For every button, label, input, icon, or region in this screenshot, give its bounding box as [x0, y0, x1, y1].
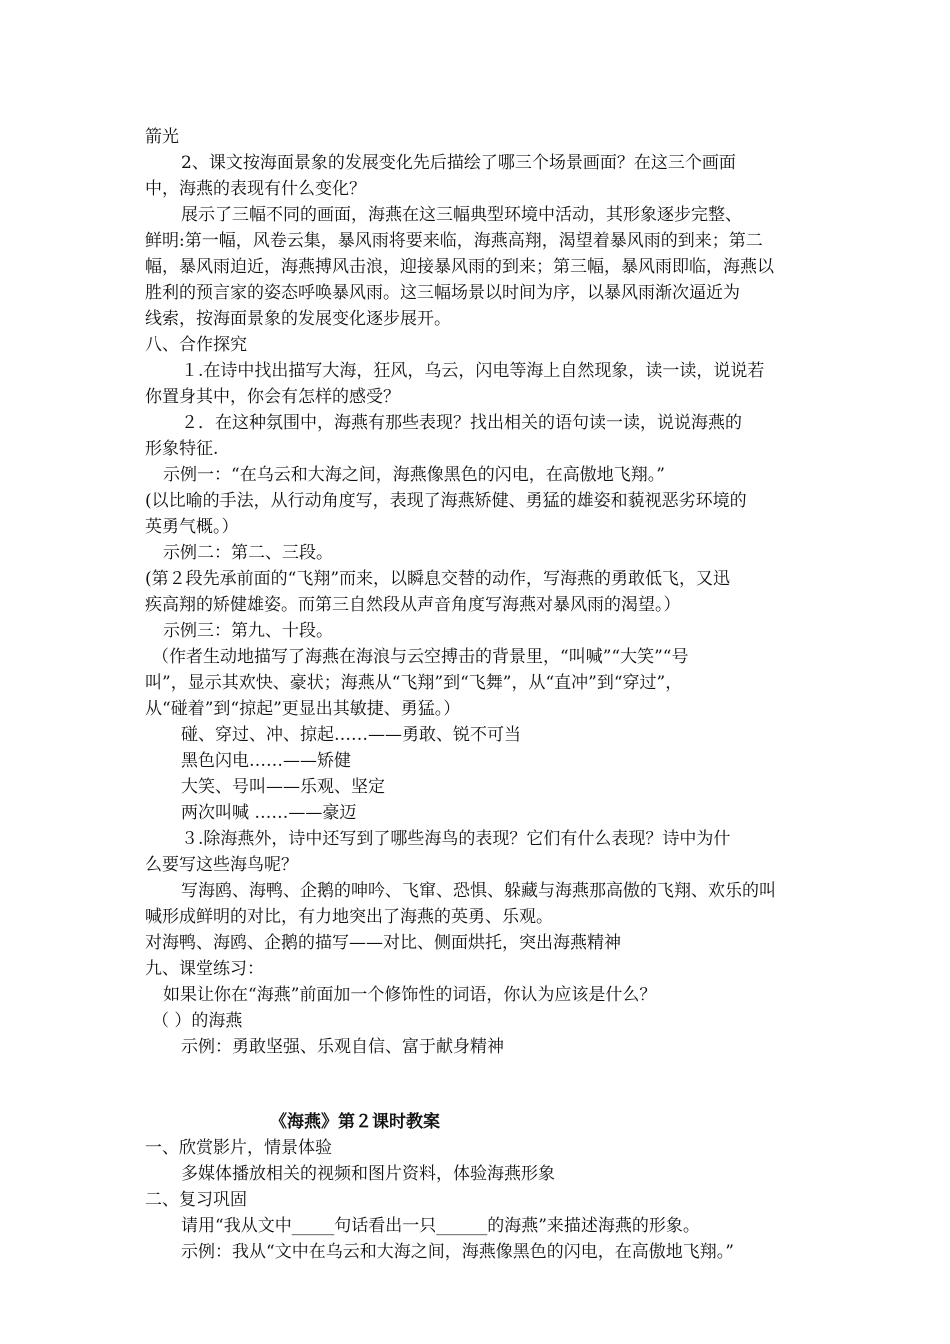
explanation-line: (第２段先承前面的“飞翔”而来，以瞬息交替的动作，写海燕的勇敢低飞，又迅	[145, 569, 731, 589]
question-line: ２．在这种氛围中，海燕有那些表现？找出相关的语句读一读，说说海燕的	[181, 413, 742, 433]
question-line: 2、课文按海面景象的发展变化先后描绘了哪三个场景画面？在这三个画面	[181, 153, 736, 173]
explanation-line: (以比喻的手法，从行动角度写，表现了海燕矫健、勇猛的雄姿和藐视恶劣环境的	[145, 491, 747, 511]
explanation-line: 疾高翔的矫健雄姿。而第三自然段从声音角度写海燕对暴风雨的渴望。）	[145, 595, 681, 615]
explanation-line: 叫”，显示其欢快、豪状；海燕从“飞翔”到“飞舞”，从“直冲”到“穿过”，	[145, 673, 683, 693]
question-line: 中，海燕的表现有什么变化？	[145, 179, 366, 199]
example-line: 示例三：第九、十段。	[163, 621, 333, 641]
summary-line: 两次叫喊 ……——豪迈	[181, 803, 357, 823]
explanation-line: 英勇气概。）	[145, 517, 239, 537]
lesson-title: 《海燕》第２课时教案	[270, 1112, 440, 1132]
exercise-blank-line: （ ）的海燕	[152, 1011, 243, 1031]
text-line: 请用“我从文中_____句话看出一只______的海燕”来描述海燕的形象。	[181, 1216, 700, 1236]
section-heading: 一、欣赏影片，情景体验	[145, 1138, 332, 1158]
example-line: 示例：勇敢坚强、乐观自信、富于献身精神	[181, 1037, 504, 1057]
text-line: 多媒体播放相关的视频和图片资料，体验海燕形象	[181, 1164, 555, 1184]
answer-line: 线索，按海面景象的发展变化逐步展开。	[145, 309, 451, 329]
exercise-line: 如果让你在“海燕”前面加一个修饰性的词语，你认为应该是什么？	[163, 985, 657, 1005]
answer-line: 幅，暴风雨迫近，海燕搏风击浪，迎接暴风雨的到来；第三幅，暴风雨即临，海燕以	[145, 257, 774, 277]
text-line: 箭光	[145, 127, 179, 147]
answer-line: 展示了三幅不同的画面，海燕在这三幅典型环境中活动，其形象逐步完整、	[181, 205, 742, 225]
example-line: 示例二：第二、三段。	[163, 543, 333, 563]
example-line: 示例一：“在乌云和大海之间，海燕像黑色的闪电，在高傲地飞翔。”	[163, 465, 665, 485]
question-line: １.在诗中找出描写大海，狂风，乌云，闪电等海上自然现象，读一读，说说若	[181, 361, 765, 381]
section-heading: 九、课堂练习：	[145, 959, 264, 979]
explanation-line: （作者生动地描写了海燕在海浪与云空搏击的背景里，“叫喊”“大笑”“号	[152, 647, 689, 667]
question-line: ３.除海燕外，诗中还写到了哪些海鸟的表现？它们有什么表现？诗中为什	[181, 829, 731, 849]
section-heading: 八、合作探究	[145, 335, 247, 355]
answer-line: 胜利的预言家的姿态呼唤暴风雨。这三幅场景以时间为序，以暴风雨渐次逼近为	[145, 283, 740, 303]
answer-line: 喊形成鲜明的对比，有力地突出了海燕的英勇、乐观。	[145, 907, 553, 927]
answer-line: 对海鸭、海鸥、企鹅的描写——对比、侧面烘托，突出海燕精神	[145, 933, 621, 953]
section-heading: 二、复习巩固	[145, 1190, 247, 1210]
question-line: 么要写这些海鸟呢？	[145, 855, 298, 875]
summary-line: 大笑、号叫——乐观、坚定	[181, 777, 385, 797]
summary-line: 黑色闪电……——矫健	[181, 751, 351, 771]
summary-line: 碰、穿过、冲、掠起……——勇敢、锐不可当	[181, 725, 521, 745]
answer-line: 写海鸥、海鸭、企鹅的呻吟、飞窜、恐惧、躲藏与海燕那高傲的飞翔、欢乐的叫	[181, 881, 776, 901]
answer-line: 鲜明:第一幅，风卷云集，暴风雨将要来临，海燕高翔，渴望着暴风雨的到来；第二	[145, 231, 763, 251]
question-line: 形象特征.	[145, 439, 219, 459]
example-line: 示例：我从“文中在乌云和大海之间，海燕像黑色的闪电，在高傲地飞翔。”	[181, 1242, 734, 1262]
question-line: 你置身其中，你会有怎样的感受？	[145, 387, 400, 407]
explanation-line: 从“碰着”到“掠起”更显出其敏捷、勇猛。）	[145, 699, 461, 719]
